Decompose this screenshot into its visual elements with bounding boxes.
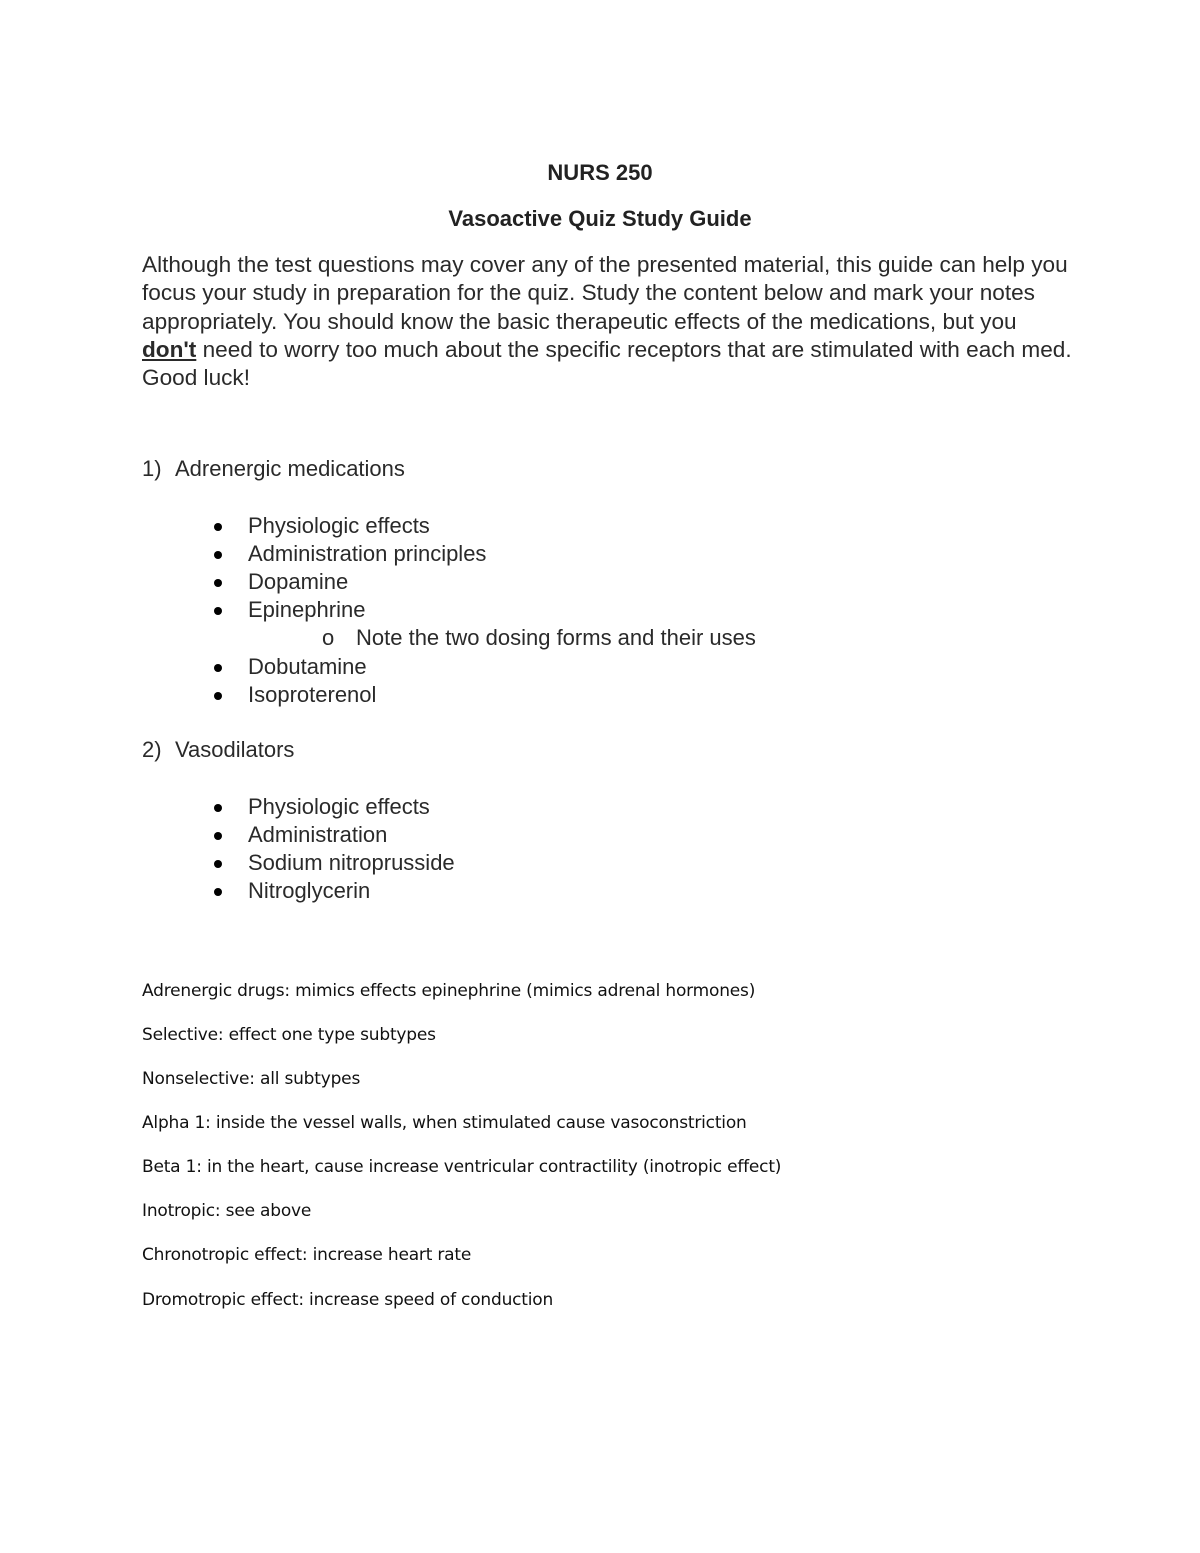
note-line: Beta 1: in the heart, cause increase ventricular contractility (inotropic effect) bbox=[142, 1157, 782, 1177]
document-title: Vasoactive Quiz Study Guide bbox=[448, 206, 752, 231]
bullet-icon bbox=[214, 804, 222, 812]
section-number: 1) bbox=[142, 456, 162, 481]
bullet-icon bbox=[214, 579, 222, 587]
bullet-icon bbox=[214, 888, 222, 896]
note-line: Adrenergic drugs: mimics effects epinephrine (mimics adrenal hormones) bbox=[142, 981, 756, 1001]
intro-emphasis: don't bbox=[142, 336, 197, 362]
list-item-text: Dobutamine bbox=[248, 654, 367, 679]
list-item-text: Administration principles bbox=[248, 541, 487, 566]
bullet-icon bbox=[214, 860, 222, 868]
list-item-text: Nitroglycerin bbox=[248, 878, 371, 903]
section-number: 2) bbox=[142, 737, 162, 762]
list-item-text: Isoproterenol bbox=[248, 682, 377, 707]
note-line: Inotropic: see above bbox=[142, 1201, 312, 1221]
sub-bullet-marker: o bbox=[322, 625, 335, 650]
bullet-icon bbox=[214, 607, 222, 615]
list-item-text: Sodium nitroprusside bbox=[248, 850, 455, 875]
bullet-icon bbox=[214, 523, 222, 531]
section-title: Vasodilators bbox=[175, 737, 295, 762]
note-line: Nonselective: all subtypes bbox=[142, 1069, 361, 1089]
note-line: Alpha 1: inside the vessel walls, when stimulated cause vasoconstriction bbox=[142, 1113, 747, 1133]
section-heading-vasodilators bbox=[142, 737, 294, 763]
bullet-icon bbox=[214, 551, 222, 559]
section-heading-adrenergic bbox=[142, 456, 405, 482]
list-item-text: Physiologic effects bbox=[248, 513, 430, 538]
note-line: Selective: effect one type subtypes bbox=[142, 1025, 436, 1045]
intro-text-before: Although the test questions may cover any of the presented material, this guide can help you focus your study in preparation for the quiz. Study the content below and mark your notes appropriately. You should know the basic therapeutic effects of the medications, but you bbox=[142, 252, 1068, 334]
section-title: Adrenergic medications bbox=[175, 456, 405, 481]
intro-text-after: need to worry too much about the specific receptors that are stimulated with each med. Good luck! bbox=[142, 336, 1072, 391]
list-item-text: Dopamine bbox=[248, 569, 349, 594]
intro-paragraph bbox=[142, 251, 1072, 392]
list-item-text: Epinephrine bbox=[248, 597, 366, 622]
course-title: NURS 250 bbox=[547, 160, 653, 185]
note-line: Chronotropic effect: increase heart rate bbox=[142, 1245, 472, 1265]
sub-list-item-text: Note the two dosing forms and their uses bbox=[356, 625, 756, 650]
bullet-icon bbox=[214, 832, 222, 840]
note-line: Dromotropic effect: increase speed of conduction bbox=[142, 1290, 554, 1310]
list-item-text: Administration bbox=[248, 822, 388, 847]
list-item-text: Physiologic effects bbox=[248, 794, 430, 819]
bullet-icon bbox=[214, 692, 222, 700]
bullet-icon bbox=[214, 664, 222, 672]
